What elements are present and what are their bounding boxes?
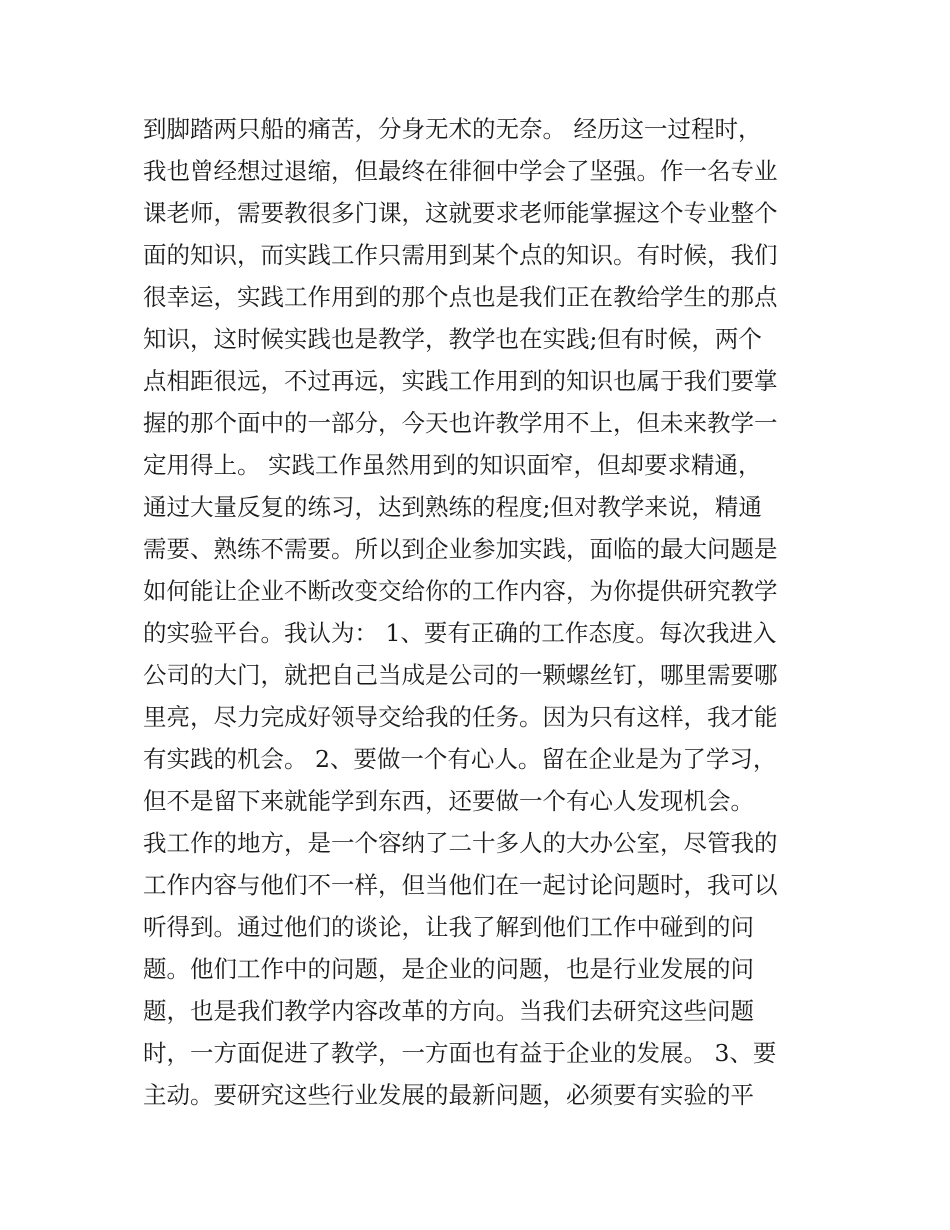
text-line: 公司的大门，就把自己当成是公司的一颗螺丝钉，哪里需要哪	[143, 661, 778, 689]
text-line: 我工作的地方，是一个容纳了二十多人的大办公室，尽管我的	[143, 829, 778, 857]
text-line: 到脚踏两只船的痛苦，分身无术的无奈。 经历这一过程时，	[143, 115, 762, 143]
text-line: 很幸运，实践工作用到的那个点也是我们正在教给学生的那点	[143, 283, 778, 311]
text-line: 有实践的机会。 2、要做一个有心人。留在企业是为了学习，	[143, 745, 777, 773]
text-line: 如何能让企业不断改变交给你的工作内容，为你提供研究教学	[143, 577, 778, 605]
text-line: 点相距很远，不过再远，实践工作用到的知识也属于我们要掌	[143, 367, 778, 395]
text-line: 主动。要研究这些行业发展的最新问题，必须要有实验的平	[143, 1081, 754, 1109]
text-line: 知识，这时候实践也是教学，教学也在实践;但有时候，两个	[143, 325, 762, 353]
text-line: 定用得上。 实践工作虽然用到的知识面窄，但却要求精通，	[143, 451, 762, 479]
text-line: 题。他们工作中的问题，是企业的问题，也是行业发展的问	[143, 955, 754, 983]
text-line: 时，一方面促进了教学，一方面也有益于企业的发展。 3、要	[143, 1039, 777, 1067]
text-line: 工作内容与他们不一样，但当他们在一起讨论问题时，我可以	[143, 871, 778, 899]
text-line: 但不是留下来就能学到东西，还要做一个有心人发现机会。	[143, 787, 754, 815]
text-line: 需要、熟练不需要。所以到企业参加实践，面临的最大问题是	[143, 535, 778, 563]
text-line: 里亮，尽力完成好领导交给我的任务。因为只有这样，我才能	[143, 703, 778, 731]
text-line: 通过大量反复的练习，达到熟练的程度;但对教学来说，精通	[143, 493, 762, 521]
text-line: 题，也是我们教学内容改革的方向。当我们去研究这些问题	[143, 997, 754, 1025]
text-line: 课老师，需要教很多门课，这就要求老师能掌握这个专业整个	[143, 199, 778, 227]
text-line: 的实验平台。我认为： 1、要有正确的工作态度。每次我进入	[143, 619, 777, 647]
text-line: 面的知识，而实践工作只需用到某个点的知识。有时候，我们	[143, 241, 778, 269]
body-text	[143, 108, 823, 1116]
text-line: 听得到。通过他们的谈论，让我了解到他们工作中碰到的问	[143, 913, 754, 941]
text-line: 我也曾经想过退缩，但最终在徘徊中学会了坚强。作一名专业	[143, 157, 778, 185]
text-line: 握的那个面中的一部分，今天也许教学用不上，但未来教学一	[143, 409, 778, 437]
